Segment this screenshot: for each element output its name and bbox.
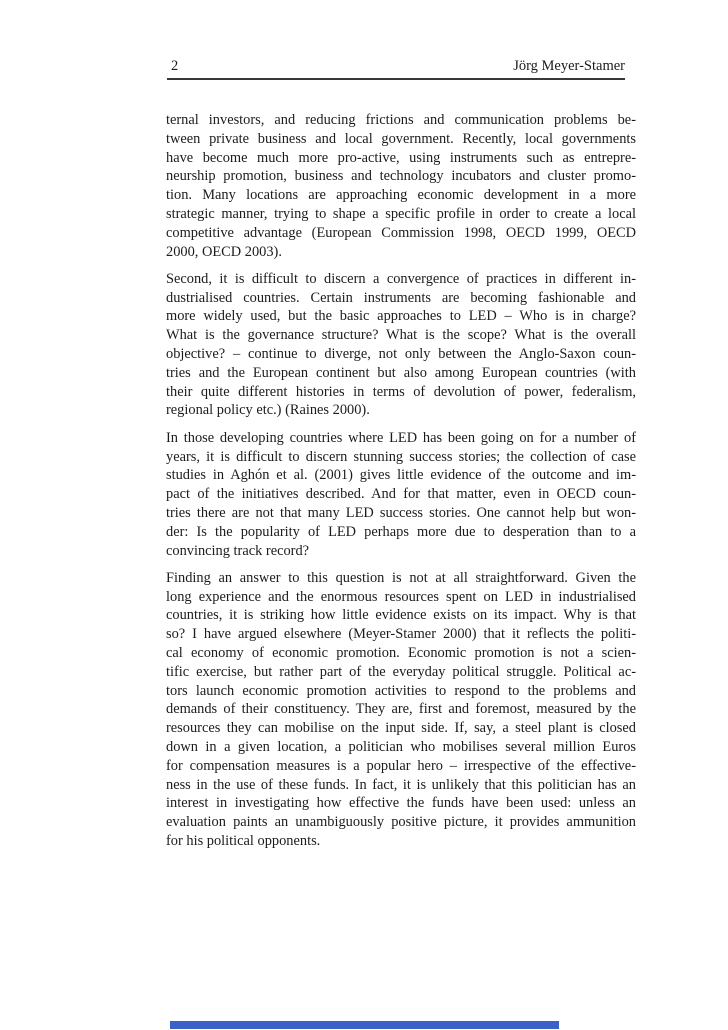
text-line: 2000, OECD 2003). xyxy=(166,243,282,260)
text-line: have become much more pro-active, using instruments such as entrepre- xyxy=(166,149,636,166)
text-line: cal economy of economic promotion. Economic promotion is not a scien- xyxy=(166,645,636,662)
text-line: more widely used, but the basic approaches to LED – Who is in charge? xyxy=(166,308,636,325)
body-text xyxy=(166,111,636,859)
page-number: 2 xyxy=(171,58,179,74)
text-line: for compensation measures is a popular hero – irrespective of the effective- xyxy=(166,757,636,774)
text-line: In those developing countries where LED has been going on for a number of xyxy=(166,429,636,446)
paragraph xyxy=(166,569,636,851)
text-line: demands of their constituency. They are, first and foremost, measured by the xyxy=(166,701,636,718)
text-line: so? I have argued elsewhere (Meyer-Stamer 2000) that it reflects the politi- xyxy=(166,626,636,643)
text-line: evaluation paints an unambiguously positive picture, it provides ammunition xyxy=(166,814,636,831)
text-line: tion. Many locations are approaching economic development in a more xyxy=(166,187,636,204)
text-line: years, it is difficult to discern stunning success stories; the collection of case xyxy=(166,448,636,465)
text-line: dustrialised countries. Certain instruments are becoming fashionable and xyxy=(166,289,636,306)
text-line: What is the governance structure? What is the scope? What is the overall xyxy=(166,327,636,344)
text-line: regional policy etc.) (Raines 2000). xyxy=(166,402,370,419)
text-line: countries, it is striking how little evidence exists on its impact. Why is that xyxy=(166,607,636,624)
header-rule xyxy=(167,78,625,80)
text-line: down in a given location, a politician who mobilises several million Euros xyxy=(166,739,636,755)
paragraph xyxy=(166,429,636,561)
text-line: for his political opponents. xyxy=(166,832,321,849)
text-line: tors launch economic promotion activities to respond to the problems and xyxy=(166,682,636,699)
text-line: tific exercise, but rather part of the everyday political struggle. Political ac- xyxy=(166,663,636,680)
bottom-highlight-bar xyxy=(170,1021,559,1029)
text-line: Second, it is difficult to discern a convergence of practices in different in- xyxy=(166,270,636,287)
text-line: tries there are not that many LED success stories. One cannot help but won- xyxy=(166,504,636,521)
text-line: strategic manner, trying to shape a specific profile in order to create a local xyxy=(166,205,636,222)
text-line: convincing track record? xyxy=(166,542,310,559)
running-head-author: Jörg Meyer-Stamer xyxy=(513,58,625,74)
text-line: neurship promotion, business and technology incubators and cluster promo- xyxy=(166,168,636,185)
text-line: their quite different histories in terms of devolution of power, federalism, xyxy=(166,383,636,400)
text-line: interest in investigating how effective the funds have been used: unless an xyxy=(166,795,636,812)
text-line: competitive advantage (European Commission 1998, OECD 1999, OECD xyxy=(166,224,636,241)
text-line: der: Is the popularity of LED perhaps more due to desperation than to a xyxy=(166,523,636,540)
text-line: tries and the European continent but also among European countries (with xyxy=(166,364,636,381)
page-header xyxy=(166,56,625,76)
text-line: Finding an answer to this question is not at all straightforward. Given the xyxy=(166,569,636,586)
text-line: studies in Aghón et al. (2001) gives little evidence of the outcome and im- xyxy=(166,467,636,484)
text-line: ternal investors, and reducing frictions and communication problems be- xyxy=(166,112,636,128)
text-line: pact of the initiatives described. And for that matter, even in OECD coun- xyxy=(166,486,636,503)
text-line: tween private business and local government. Recently, local governments xyxy=(166,130,636,147)
paragraph xyxy=(166,270,636,420)
text-line: long experience and the enormous resources spent on LED in industrialised xyxy=(166,588,636,605)
text-line: objective? – continue to diverge, not only between the Anglo-Saxon coun- xyxy=(166,346,636,363)
text-line: resources they can mobilise on the input side. If, say, a steel plant is closed xyxy=(166,720,636,737)
paragraph xyxy=(166,111,636,261)
text-line: ness in the use of these funds. In fact, it is unlikely that this politician has an xyxy=(166,776,636,793)
